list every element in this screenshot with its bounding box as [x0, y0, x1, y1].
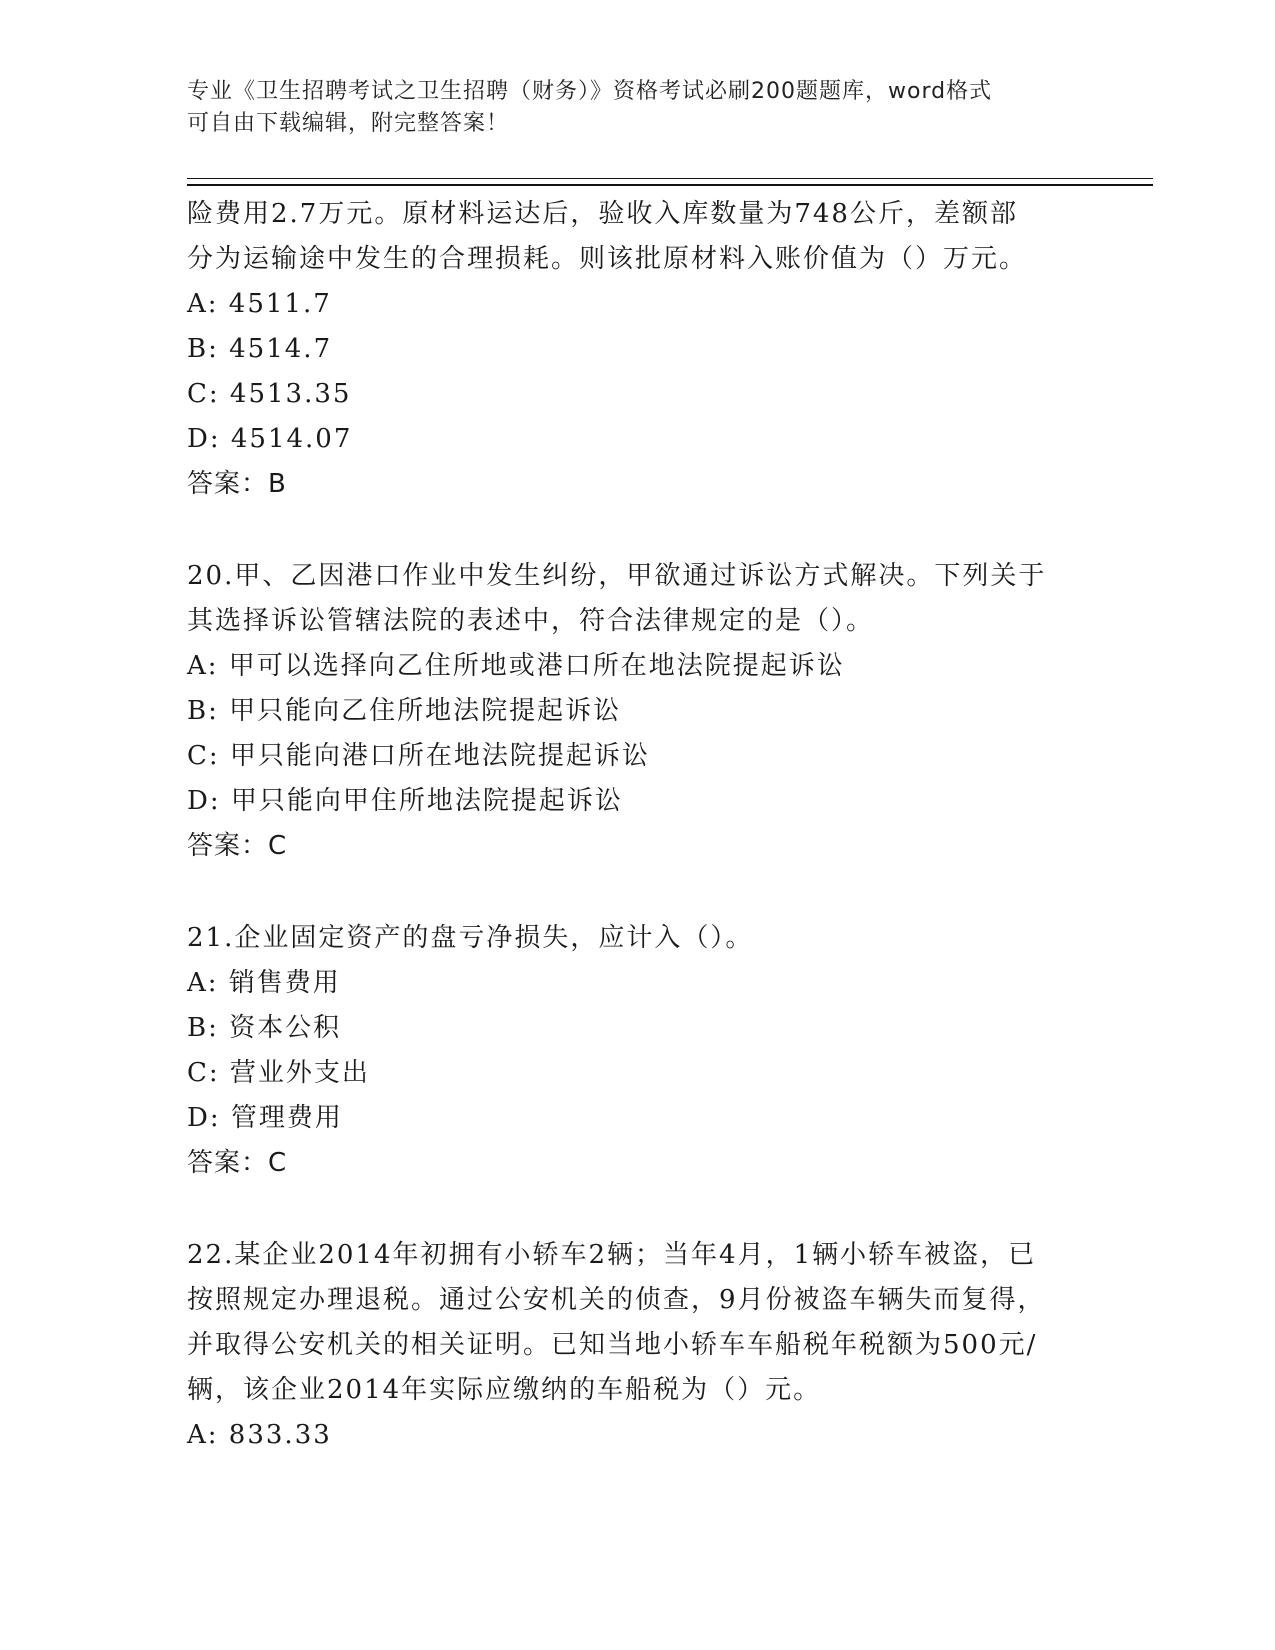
question-stem-line: 分为运输途中发生的合理损耗。则该批原材料入账价值为（）万元。 — [187, 244, 1028, 274]
spacer — [187, 507, 1087, 554]
header-title-line-1: 专业《卫生招聘考试之卫生招聘（财务）》资格考试必刷200题题库，word格式 — [187, 79, 993, 104]
question-21 — [187, 916, 1087, 1186]
question-stem-line: 并取得公安机关的相关证明。已知当地小轿车车船税年税额为500元/ — [187, 1330, 1038, 1360]
question-stem-line: 其选择诉讼管辖法院的表述中，符合法律规定的是（）。 — [187, 606, 875, 636]
question-stem-line: 险费用2.7万元。原材料运达后，验收入库数量为748公斤，差额部 — [187, 199, 1018, 229]
option-a: A: 销售费用 — [187, 968, 341, 998]
option-d: D: 管理费用 — [187, 1103, 343, 1133]
option-b: B: 4514.7 — [187, 334, 333, 364]
option-d: D: 4514.07 — [187, 424, 353, 454]
document-body — [187, 192, 1087, 1458]
option-a: A: 833.33 — [187, 1420, 332, 1450]
question-22 — [187, 1233, 1087, 1458]
option-a: A: 甲可以选择向乙住所地或港口所在地法院提起诉讼 — [187, 651, 845, 681]
answer-line: 答案：C — [187, 1148, 288, 1178]
question-stem-line: 20.甲、乙因港口作业中发生纠纷，甲欲通过诉讼方式解决。下列关于 — [187, 561, 1047, 591]
option-c: C: 营业外支出 — [187, 1058, 370, 1088]
answer-line: 答案：C — [187, 831, 288, 861]
spacer — [187, 1186, 1087, 1233]
answer-line: 答案：B — [187, 469, 287, 499]
option-c: C: 甲只能向港口所在地法院提起诉讼 — [187, 741, 650, 771]
question-stem-line: 按照规定办理退税。通过公安机关的侦查，9月份被盗车辆失而复得， — [187, 1285, 1046, 1315]
option-d: D: 甲只能向甲住所地法院提起诉讼 — [187, 786, 623, 816]
spacer — [187, 869, 1087, 916]
option-b: B: 资本公积 — [187, 1013, 342, 1043]
option-a: A: 4511.7 — [187, 289, 332, 319]
header-title-line-2: 可自由下载编辑，附完整答案！ — [187, 111, 510, 136]
question-19-continuation — [187, 192, 1087, 507]
question-stem-line: 辆，该企业2014年实际应缴纳的车船税为（）元。 — [187, 1375, 822, 1405]
question-stem-line: 21.企业固定资产的盘亏净损失，应计入（）。 — [187, 923, 754, 953]
question-stem-line: 22.某企业2014年初拥有小轿车2辆；当年4月，1辆小轿车被盗，已 — [187, 1240, 1037, 1270]
header-divider — [187, 178, 1153, 186]
option-b: B: 甲只能向乙住所地法院提起诉讼 — [187, 696, 622, 726]
question-20 — [187, 554, 1087, 869]
document-header — [187, 76, 1087, 140]
option-c: C: 4513.35 — [187, 379, 352, 409]
